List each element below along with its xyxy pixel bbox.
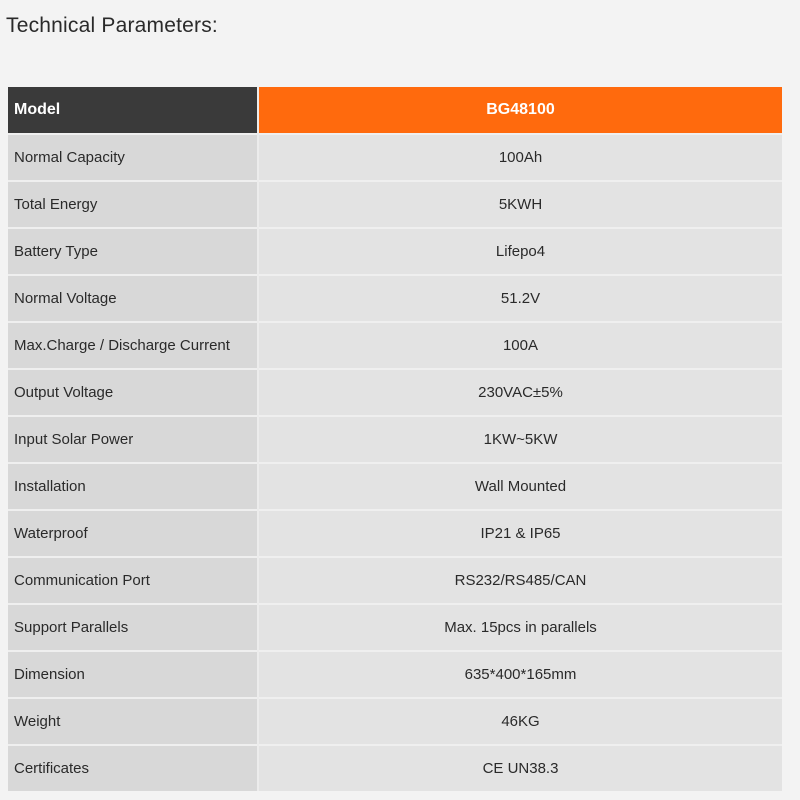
table-row (8, 510, 782, 557)
table-row (8, 651, 782, 698)
header-row (8, 87, 782, 134)
table-row (8, 275, 782, 322)
table-row (8, 557, 782, 604)
row-value: 46KG (258, 698, 782, 745)
row-label: Input Solar Power (8, 416, 258, 463)
spec-table (8, 87, 782, 791)
row-label: Dimension (8, 651, 258, 698)
page-title: Technical Parameters: (6, 14, 218, 37)
table-row (8, 604, 782, 651)
table-row (8, 228, 782, 275)
row-label: Weight (8, 698, 258, 745)
row-value: RS232/RS485/CAN (258, 557, 782, 604)
table-row (8, 463, 782, 510)
table-row (8, 745, 782, 791)
row-label: Support Parallels (8, 604, 258, 651)
row-label: Output Voltage (8, 369, 258, 416)
row-value: 230VAC±5% (258, 369, 782, 416)
row-value: 5KWH (258, 181, 782, 228)
row-label: Certificates (8, 745, 258, 791)
row-value: Max. 15pcs in parallels (258, 604, 782, 651)
row-label: Max.Charge / Discharge Current (8, 322, 258, 369)
header-model-cell: BG48100 (258, 87, 782, 134)
table-row (8, 181, 782, 228)
row-value: 1KW~5KW (258, 416, 782, 463)
row-label: Installation (8, 463, 258, 510)
row-label: Communication Port (8, 557, 258, 604)
table-row (8, 322, 782, 369)
table-row (8, 134, 782, 181)
table-row (8, 698, 782, 745)
row-value: 51.2V (258, 275, 782, 322)
table-row (8, 369, 782, 416)
row-label: Normal Voltage (8, 275, 258, 322)
table-row (8, 416, 782, 463)
row-value: CE UN38.3 (258, 745, 782, 791)
row-label: Total Energy (8, 181, 258, 228)
row-value: 100A (258, 322, 782, 369)
row-label: Normal Capacity (8, 134, 258, 181)
spec-table-header (8, 87, 782, 134)
row-value: IP21 & IP65 (258, 510, 782, 557)
row-label: Waterproof (8, 510, 258, 557)
row-value: Lifepo4 (258, 228, 782, 275)
spec-table-body (8, 134, 782, 791)
header-label-cell: Model (8, 87, 258, 134)
row-value: 100Ah (258, 134, 782, 181)
row-value: Wall Mounted (258, 463, 782, 510)
row-value: 635*400*165mm (258, 651, 782, 698)
row-label: Battery Type (8, 228, 258, 275)
